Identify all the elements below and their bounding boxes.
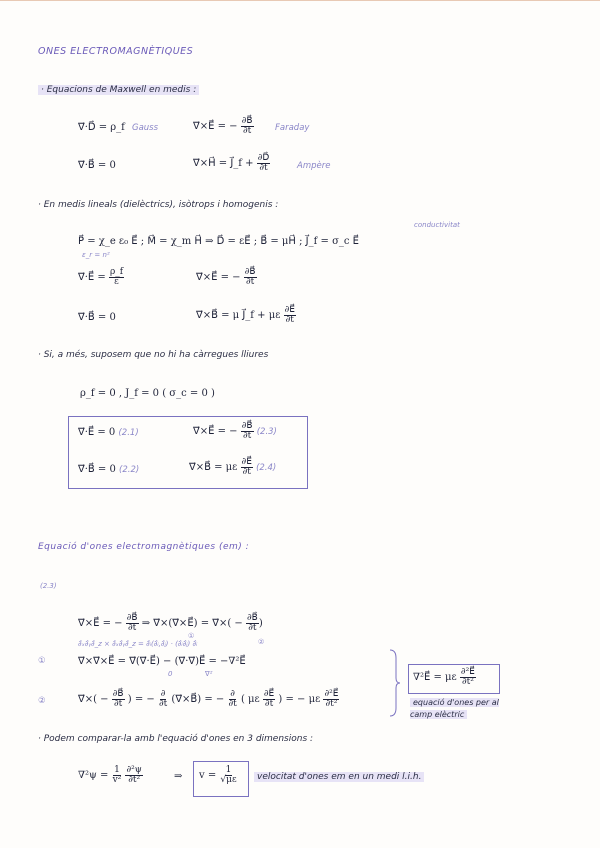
step1-label: ① <box>38 656 46 666</box>
conductivity-note: conductivitat <box>414 221 460 229</box>
gauss-magnetism-equation: ∇⃗·B⃗ = 0 <box>78 160 116 171</box>
section-maxwell-heading: · Equacions de Maxwell en medis : <box>38 85 199 95</box>
boxed-gauss-magnetism-equation: ∇⃗·B⃗ = 0 (2.2) <box>78 464 140 475</box>
laplacian-note: ∇² <box>205 670 213 678</box>
equation-reference: (2.3) <box>40 582 57 590</box>
equation-brace <box>388 648 402 718</box>
gauss-note: Gauss <box>132 123 159 133</box>
ampere-linear-equation: ∇⃗×B⃗ = μ J⃗_f + με $\frac{\partial E⃗}{\partial t}$ <box>196 305 295 325</box>
index-notation-note: ∂̂ₓ∂̂ᵧ∂̂_z × ∂̂ₓ∂̂ᵧ∂̂_z = ∂̂ᵢ(∂̂ᵢ,∂̂ⱼ) · (∂̂ᵢ∂̂ⱼ) ∂̂ᵢ <box>78 640 198 648</box>
time-derivative-line: ∇⃗×( − $\frac{\partial B⃗}{\partial t}$ ) = − $\frac{\partial}{\partial t}$ (∇⃗×B⃗) = − $\frac{\partial}{\partial t}$ ( με $\frac{\partial E⃗}{\partial t}$ ) = − με $\frac{\text{∂²E⃗}}{\text{∂t²}}$ <box>78 689 339 709</box>
page-top-rule <box>0 0 600 1</box>
gauss-linear-equation: ∇⃗·E⃗ = $\frac{\rho\_f}{\varepsilon}$ <box>78 267 124 287</box>
section-compare-heading: · Podem comparar-la amb l'equació d'ones en 3 dimensions : <box>38 734 314 744</box>
ampere-note: Ampère <box>297 161 331 171</box>
gauss-equation: ∇⃗·D⃗ = ρ_f <box>78 122 125 133</box>
ampere-equation: ∇⃗×H⃗ = J⃗_f + $\frac{\partial D⃗}{\partial t}$ <box>193 153 270 173</box>
no-free-charges-condition: ρ_f = 0 , J_f = 0 ( σ_c = 0 ) <box>80 388 215 399</box>
relative-permittivity-note: ε_r = n² <box>82 251 110 259</box>
boxed-gauss-equation: ∇⃗·E⃗ = 0 (2.1) <box>78 427 139 438</box>
vector-identity-line: ∇⃗×∇⃗×E⃗ = ∇⃗(∇⃗·E⃗) − (∇⃗·∇⃗)E⃗ = −∇²E⃗ <box>78 656 246 667</box>
curl-of-faraday-line: ∇⃗×E⃗ = − $\frac{\partial B⃗}{\partial t}$ ⇒ ∇⃗×(∇⃗×E⃗) = ∇⃗×( − $\frac{\partial B⃗}{\partial t}$ ) <box>78 613 263 633</box>
faraday-note: Faraday <box>275 123 310 133</box>
section-linear-media-heading: · En medis lineals (dielèctrics), isòtrops i homogenis : <box>38 200 279 210</box>
faraday-equation: ∇⃗×E⃗ = − $\frac{\partial B⃗}{\partial t}$ <box>193 116 253 136</box>
constitutive-relations: P⃗ = χ_e ε₀ E⃗ ; M⃗ = χ_m H⃗ ⇒ D⃗ = εE⃗ ; B⃗ = μH⃗ ; J⃗_f = σ_c E⃗ <box>78 236 359 247</box>
step1-marker: ① <box>188 632 195 640</box>
divergence-zero-note: 0 <box>168 670 173 678</box>
section-no-free-charges-heading: · Si, a més, suposem que no hi ha càrregues lliures <box>38 350 269 360</box>
boxed-faraday-equation: ∇⃗×E⃗ = − $\frac{\partial B⃗}{\partial t}$ (2.3) <box>193 421 277 441</box>
wave-velocity-formula: v = $\frac{1}{√\mu\varepsilon}$ <box>199 765 237 785</box>
step2-label: ② <box>38 696 46 706</box>
gauss-magnetism-linear-equation: ∇⃗·B⃗ = 0 <box>78 312 116 323</box>
wave-equation-electric: ∇²E⃗ = με $\frac{\text{∂²E⃗}}{\text{∂t²}}$ <box>413 667 475 687</box>
general-wave-equation: ∇²ψ = $\frac{1}{\text{v²}}$ $\frac{\text{∂²ψ}}{\text{∂t²}}$ <box>78 765 142 785</box>
step2-marker: ② <box>258 638 265 646</box>
page-title: ONES ELECTROMAGNÈTIQUES <box>38 46 194 57</box>
wave-equation-caption: equació d'ones per al camp elèctric <box>410 698 499 719</box>
faraday-linear-equation: ∇⃗×E⃗ = − $\frac{\partial B⃗}{\partial t}$ <box>196 267 256 287</box>
implies-arrow: ⇒ <box>174 771 183 782</box>
section-wave-equation-heading: Equació d'ones electromagnètiques (em) : <box>38 542 250 552</box>
boxed-ampere-equation: ∇⃗×B⃗ = με $\frac{\partial E⃗}{\partial t}$ (2.4) <box>189 457 277 477</box>
velocity-caption: velocitat d'ones em en un medi l.i.h. <box>254 772 424 782</box>
